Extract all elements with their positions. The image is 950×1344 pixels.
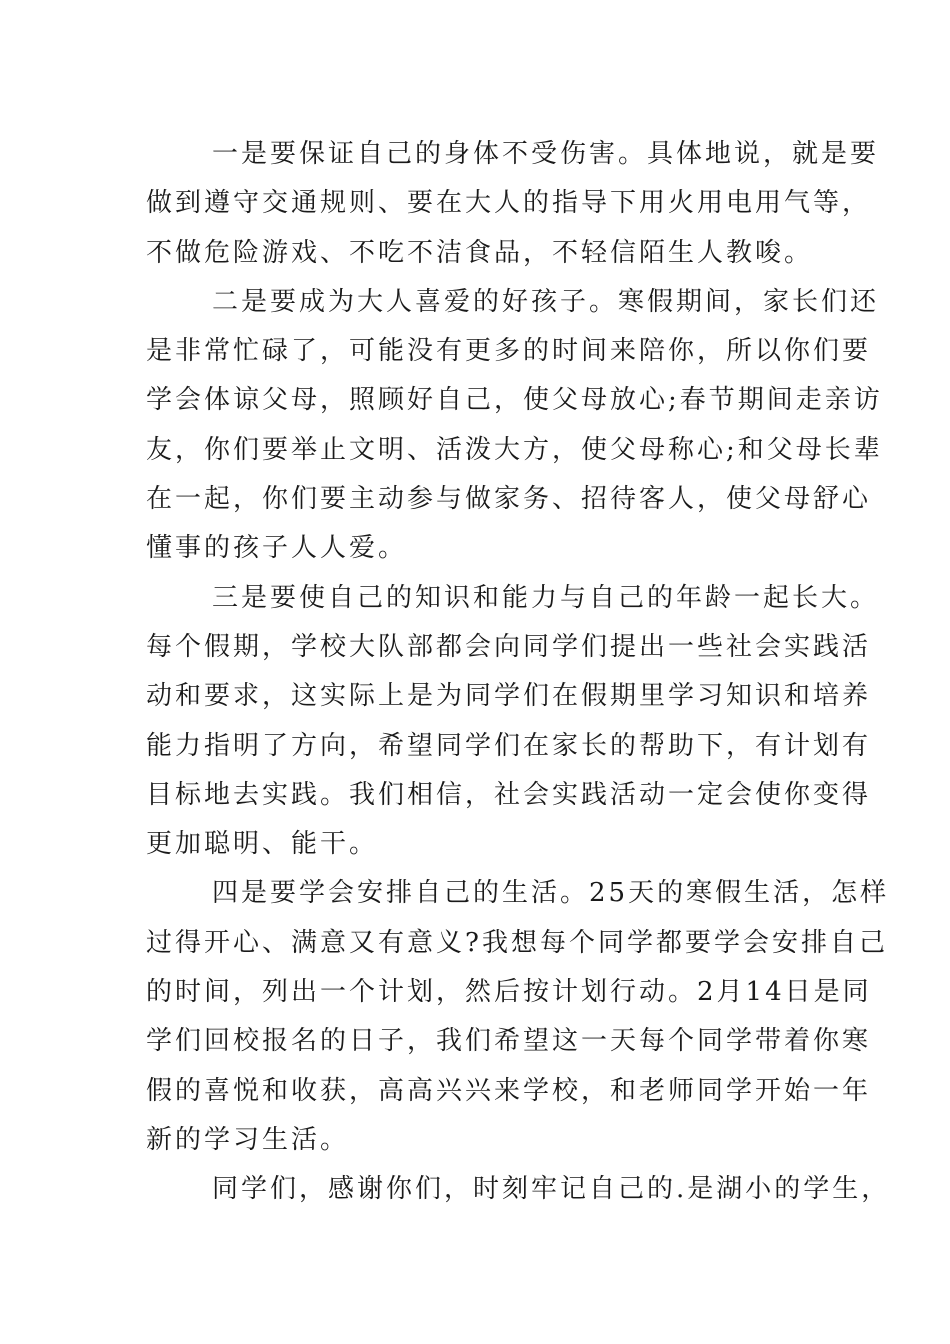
paragraph-4-line-2: 过得开心、满意又有意义?我想每个同学都要学会安排自己 [146,927,888,958]
paragraph-1-line-3: 不做危险游戏、不吃不洁食品，不轻信陌生人教唆。 [146,237,814,268]
paragraph-3-line-1: 三是要使自己的知识和能力与自己的年龄一起长大。 [212,582,880,613]
paragraph-2-line-1: 二是要成为大人喜爱的好孩子。寒假期间，家长们还 [212,286,880,317]
paragraph-1-line-1: 一是要保证自己的身体不受伤害。具体地说，就是要 [212,139,880,169]
paragraph-3-line-6: 更加聪明、能干。 [146,829,379,860]
paragraph-3-line-2: 每个假期，学校大队部都会向同学们提出一些社会实践活 [146,631,872,662]
paragraph-4-line-5: 假的喜悦和收获，高高兴兴来学校，和老师同学开始一年 [146,1075,872,1106]
paragraph-4-line-4: 学们回校报名的日子，我们希望这一天每个同学带着你寒 [146,1026,872,1057]
paragraph-3-line-4: 能力指明了方向，希望同学们在家长的帮助下，有计划有 [146,730,872,761]
paragraph-5-line-1: 同学们，感谢你们，时刻牢记自己的.是湖小的学生， [212,1174,891,1205]
paragraph-2-line-6: 懂事的孩子人人爱。 [146,533,408,564]
paragraph-3-line-5: 目标地去实践。我们相信，社会实践活动一定会使你变得 [146,779,872,810]
paragraph-3-line-3: 动和要求，这实际上是为同学们在假期里学习知识和培养 [146,681,872,712]
paragraph-2-line-3: 学会体谅父母，照顾好自己，使父母放心;春节期间走亲访 [146,385,883,416]
paragraph-1-line-2: 做到遵守交通规则、要在大人的指导下用火用电用气等， [146,188,872,219]
document-body [146,130,891,1215]
paragraph-4-line-3: 的时间，列出一个计划，然后按计划行动。2月14日是同 [146,977,872,1008]
paragraph-4-line-1: 四是要学会安排自己的生活。25天的寒假生活，怎样 [212,878,890,909]
paragraph-4-line-6: 新的学习生活。 [146,1124,350,1155]
paragraph-2-line-2: 是非常忙碌了，可能没有更多的时间来陪你，所以你们要 [146,336,872,367]
paragraph-2-line-5: 在一起，你们要主动参与做家务、招待客人，使父母舒心 [146,484,872,515]
paragraph-2-line-4: 友，你们要举止文明、活泼大方，使父母称心;和父母长辈 [146,434,883,465]
